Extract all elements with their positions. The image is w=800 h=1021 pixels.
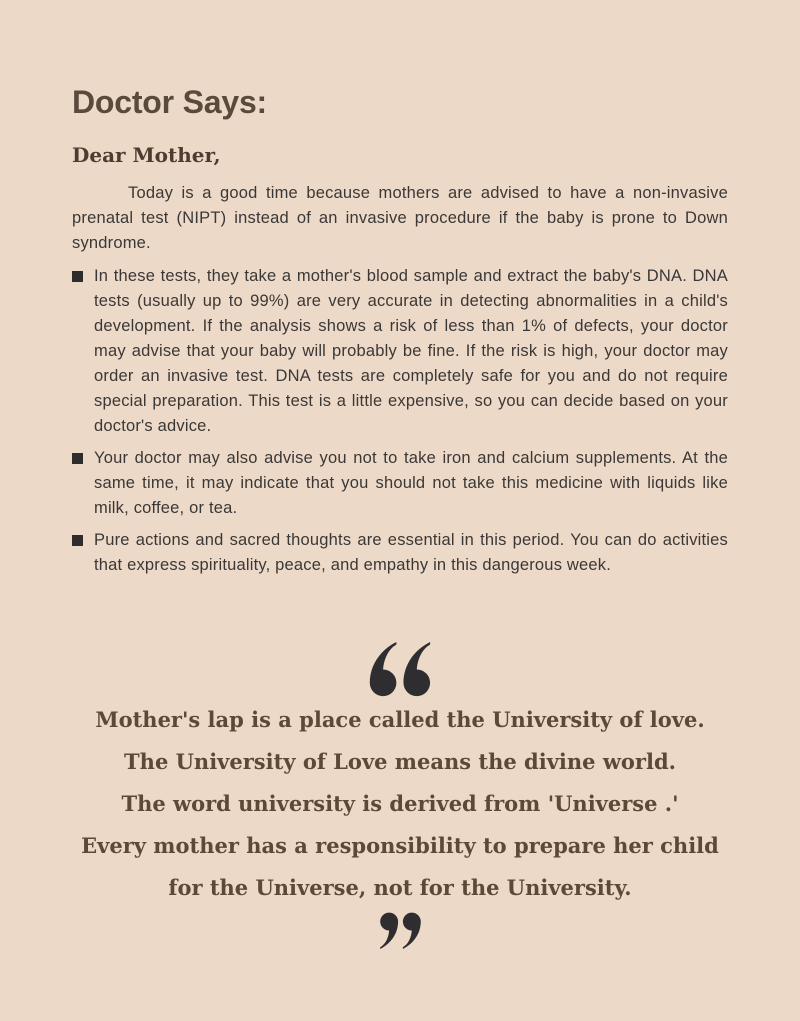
list-item: [72, 528, 728, 578]
open-quote-icon: [368, 642, 432, 697]
square-bullet-icon: [72, 535, 83, 546]
intro-paragraph: Today is a good time because mothers are advised to have a non-invasive prenatal test (NIPT) instead of an invasive procedure if the baby is prone to Down syndrome.: [72, 184, 728, 252]
square-bullet-icon: [72, 271, 83, 282]
quote-block: [72, 642, 728, 949]
bullet-text: Pure actions and sacred thoughts are essential in this period. You can do activities that express spirituality, peace, and empathy in this dangerous week.: [94, 531, 728, 574]
salutation: Dear Mother,: [72, 143, 221, 167]
quote-line: for the Universe, not for the University.: [168, 875, 632, 900]
quote-line: Mother's lap is a place called the University of love.: [95, 707, 705, 732]
bullet-text: In these tests, they take a mother's blood sample and extract the baby's DNA. DNA tests (usually up to 99%) are very accurate in detecting abnormalities in a child's development. If the analysis shows a risk of less than 1% of defects, your doctor may advise that your baby will probably be fine. If the risk is high, your doctor may order an invasive test. DNA tests are completely safe for you and do not require special preparation. This test is a little expensive, so you can decide based on your doctor's advice.: [94, 267, 728, 435]
square-bullet-icon: [72, 453, 83, 464]
list-item: [72, 446, 728, 521]
page-title: Doctor Says:: [72, 84, 267, 120]
list-item: [72, 264, 728, 439]
quote-line: The word university is derived from 'Universe .': [121, 791, 679, 816]
quote-line: Every mother has a responsibility to prepare her child: [81, 833, 719, 858]
advice-list: [72, 264, 728, 578]
close-quote-icon: [379, 912, 422, 949]
quote-line: The University of Love means the divine world.: [124, 749, 676, 774]
bullet-text: Your doctor may also advise you not to take iron and calcium supplements. At the same time, it may indicate that you should not take this medicine with liquids like milk, coffee, or tea.: [94, 449, 728, 517]
